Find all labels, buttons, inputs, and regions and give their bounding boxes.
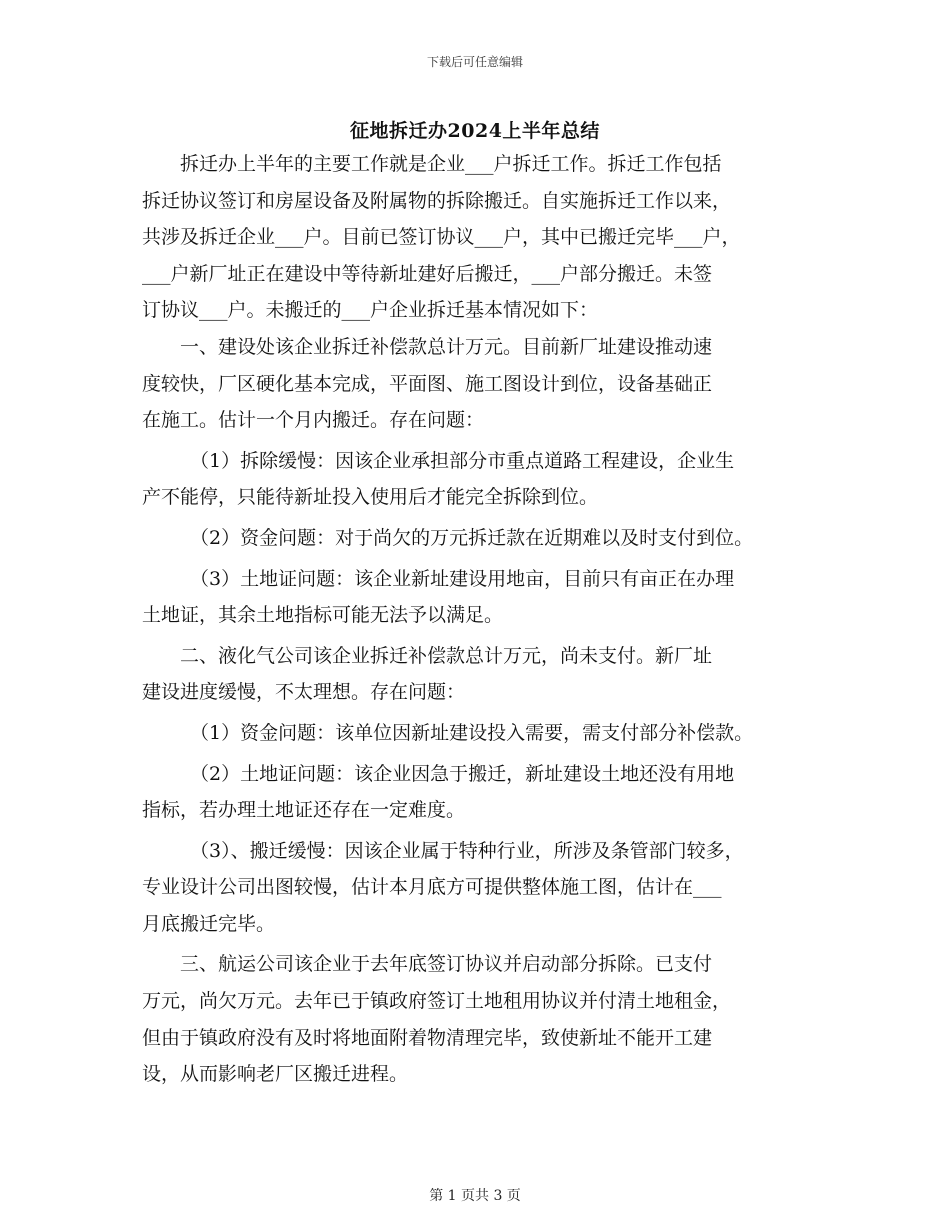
body-line: 专业设计公司出图较慢，估计本月底方可提供整体施工图，估计在___ [142, 876, 722, 899]
document-body [142, 146, 822, 1093]
body-line: （3）土地证问题：该企业新址建设用地亩，目前只有亩正在办理 [190, 567, 735, 590]
body-line: 设，从而影响老厂区搬迁进程。 [142, 1063, 409, 1086]
body-line: 在施工。估计一个月内搬迁。存在问题： [142, 409, 485, 432]
body-line: （2）资金问题：对于尚欠的万元拆迁款在近期难以及时支付到位。 [190, 526, 754, 549]
document-title: 征地拆迁办2024上半年总结 [350, 120, 600, 142]
body-line: 共涉及拆迁企业___户。目前已签订协议___户，其中已搬迁完毕___户， [142, 226, 741, 249]
body-line: 二、液化气公司该企业拆迁补偿款总计万元，尚未支付。新厂址 [180, 644, 713, 667]
page-number: 第 1 页共 3 页 [429, 1188, 521, 1204]
body-line: （1）拆除缓慢：因该企业承担部分市重点道路工程建设，企业生 [190, 449, 735, 472]
body-line: 土地证，其余土地指标可能无法予以满足。 [142, 604, 504, 627]
body-line: 一、建设处该企业拆迁补偿款总计万元。目前新厂址建设推动速 [180, 335, 713, 358]
body-line: （3）、搬迁缓慢：因该企业属于特种行业，所涉及条管部门较多， [190, 839, 744, 862]
body-line: 指标，若办理土地证还存在一定难度。 [142, 799, 466, 822]
body-line: 但由于镇政府没有及时将地面附着物清理完毕，致使新址不能开工建 [142, 1026, 713, 1049]
body-line: （1）资金问题：该单位因新址建设投入需要，需支付部分补偿款。 [190, 721, 754, 744]
body-line: 产不能停，只能待新址投入使用后才能完全拆除到位。 [142, 486, 599, 509]
body-line: 建设进度缓慢，不太理想。存在问题： [142, 681, 466, 704]
body-line: 万元，尚欠万元。去年已于镇政府签订土地租用协议并付清土地租金， [142, 990, 732, 1013]
page-header-note: 下载后可任意编辑 [426, 55, 523, 69]
body-line: 度较快，厂区硬化基本完成，平面图、施工图设计到位，设备基础正 [142, 372, 713, 395]
body-line: 三、航运公司该企业于去年底签订协议并启动部分拆除。已支付 [180, 953, 713, 976]
body-line: 拆迁协议签订和房屋设备及附属物的拆除搬迁。自实施拆迁工作以来， [142, 189, 732, 212]
body-line: 拆迁办上半年的主要工作就是企业___户拆迁工作。拆迁工作包括 [180, 153, 722, 175]
body-line: ___户新厂址正在建设中等待新址建好后搬迁，___户部分搬迁。未签 [142, 262, 713, 285]
body-line: （2）土地证问题：该企业因急于搬迁，新址建设土地还没有用地 [190, 762, 735, 785]
body-line: 月底搬迁完毕。 [142, 912, 276, 935]
body-line: 订协议___户。未搬迁的___户企业拆迁基本情况如下： [142, 299, 599, 322]
